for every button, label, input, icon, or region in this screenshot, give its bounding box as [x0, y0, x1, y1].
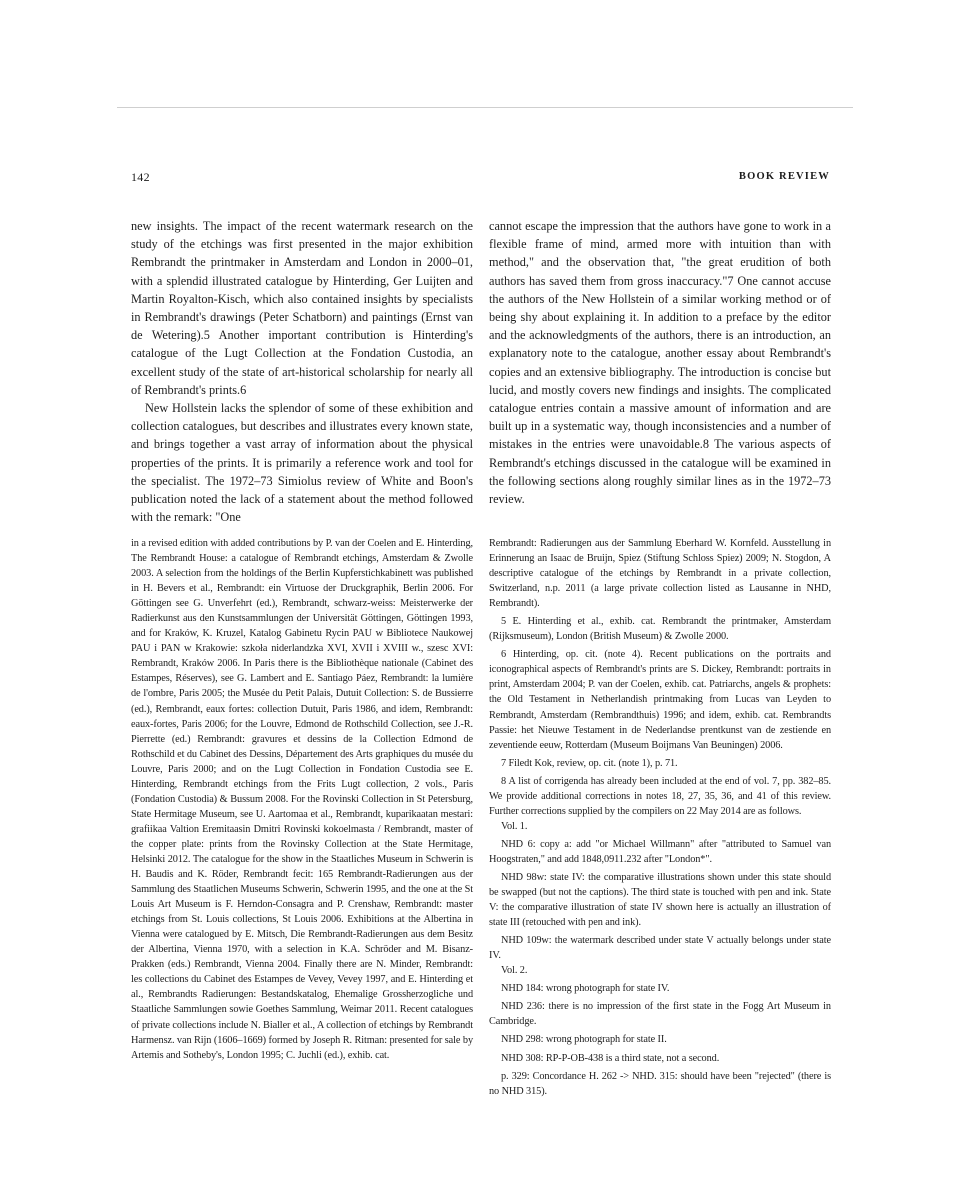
- corrigendum-item: NHD 98w: state IV: the comparative illustrations shown under this state should be swapped (but not the captions). The third state is touched with pen and ink. State V: the comparative illustration of state IV shown here is actually an illustration of state III (retouched with pen and ink).: [489, 871, 831, 929]
- running-head: BOOK REVIEW: [738, 171, 830, 182]
- top-rule: [117, 107, 853, 108]
- body-paragraph: New Hollstein lacks the splendor of some of these exhibition and collection catalogues, but describes and illustrates every known state, and brings together a vast array of information about the physical properties of the prints. It is primarily a reference work and tool for the specialist. The 1972–73 Simiolus review of White and Boon's publication noted the lack of a statement about the method followed with the remark: "One: [131, 401, 473, 525]
- corrigendum-item: NHD 308: RP-P-OB-438 is a third state, not a second.: [501, 1052, 720, 1064]
- footnote-continuation: Rembrandt: Radierungen aus der Sammlung Eberhard W. Kornfeld. Ausstellung in Erinnerung an Isaac de Bruijn, Spiez (Stiftung Schloss Spiez) 2009; N. Stogdon, A descriptive catalogue of the etchings by Rembrandt in a private collection, Switzerland, n.p. 2011 (a large private collection listed as Lausanne in NHD, Rembrandt).: [489, 538, 831, 610]
- corrigendum-item: NHD 6: copy a: add "or Michael Willmann" after "attributed to Samuel van Hoogstraten," and add 1848,0911.232 after "London*".: [489, 838, 831, 865]
- footnote-7: 7 Filedt Kok, review, op. cit. (note 1), p. 71.: [501, 757, 678, 769]
- footnote-8: 8 A list of corrigenda has already been included at the end of vol. 7, pp. 382–85. We provide additional corrections in notes 18, 27, 35, 36, and 41 of this review. Further corrections supplied by the compilers on 22 May 2014 are as follows.: [489, 775, 831, 817]
- volume-heading: Vol. 2.: [501, 965, 528, 977]
- footnote-continuation: in a revised edition with added contributions by P. van der Coelen and E. Hinterding, The Rembrandt House: a catalogue of Rembrandt etchings, Amsterdam & Zwolle 2003. A selection from the holdings of the Berlin Kupferstichkabinett was published in H. Bevers et al., Rembrandt: ein Virtuose der Druckgraphik, Berlin 2006. For Göttingen see G. Unverfehrt (ed.), Rembrandt, schwarz-weiss: Meisterwerke der Radierkunst aus den Kunstsammlungen der Universität Göttingen, Göttingen 1993, and for Kraków, K. Kruzel, Katalog Gabinetu Rycin PAU w Bibliotece Naukowej PAU i PAN w Krakowie: szkoła niderlandzka XVI, XVII i XVIII w., szesc XVI: Rembrandt, Kraków 2006. In Paris there is the Bibliothèque nationale (Cabinet des Estampes, Réserves), see G. Lambert and E. Santiago Páez, Rembrandt: la lumière de l'ombre, Paris 2005; the Musée du Petit Palais, Dutuit Collection: S. de Bussierre (ed.), Rembrandt, eaux fortes: collection Dutuit, Paris 1986, and idem, Rembrandt: eaux-fortes, Paris 2006; for the Louvre, Edmond de Rothschild Collection, see J.-R. Pierrette (ed.) Rembrandt: gravures et dessins de la Collection Edmond de Rothschild et du Cabinet des Dessins, Département des Arts graphiques du musée du Louvre, Paris 2000; and on the Lugt Collection in Fondation Custodia see E. Hinterding, Rembrandt etchings from the Frits Lugt collection, 2 vols., Paris (Fondation Custodia) & Bussum 2008. For the Rovinski Collection in St Petersburg, State Hermitage Museum, see U. Aartomaa et al., Rembrandt, kuparikaatan mestari: grafiikaa Valtion Eremitaasin Dmitri Rovinski kokoelmasta / Rembrandt, master of the copper plate: prints from the Rovinsky Collection at the State Hermitage, Helsinki 2012. The catalogue for the show in the Staatliches Museum in Schwerin is H. Baudis and K. Röder, Rembrandt fecit: 165 Rembrandt-Radierungen aus der Sammlung des Staatlichen Museums Schwerin, Schwerin 1995, and the one at the St Louis Art Museum is F. Herndon-Consagra and P. Crenshaw, Rembrandt: master etchings from St. Louis collections, St Louis 2006. Exhibitions at the Albertina in Vienna were catalogued by E. Mitsch, Die Rembrandt-Radierungen aus dem Besitz der Albertina, Vienna 1970, with a selection in K.A. Schröder and M. Bisanz-Prakken (eds.) Rembrandt, Vienna 2004. Finally there are N. Minder, Rembrandt: les collections du Cabinet des Estampes de Vevey, Vevey 1997, and E. Hinterding et al., Rembrandts Radierungen: Bestandskatalog, Ehemalige Grossherzogliche und Staatliche Sammlungen sowie Goethes Sammlung, Weimar 2011. Recent catalogues of private collections include N. Bialler et al., A collection of etchings by Rembrandt Harmensz. van Rijn (1606–1669) formed by Joseph R. Ritman: presented for sale by Artemis and Sotheby's, London 1995; C. Juchli (ed.), exhib. cat.: [131, 538, 473, 1061]
- body-column-right: [489, 217, 831, 508]
- body-column-left: [131, 217, 473, 526]
- body-paragraph: new insights. The impact of the recent watermark research on the study of the etchings was first presented in the major exhibition Rembrandt the printmaker in Amsterdam and London in 2000–01, with a splendid illustrated catalogue by Hinterding, Ger Luijten and Martin Royalton-Kisch, which also contained insights by specialists in Rembrandt's drawings (Peter Schatborn) and paintings (Ernst van de Wetering).5 Another important contribution is Hinterding's catalogue of the Lugt Collection at the Fondation Custodia, an excellent study of the state of art-historical scholarship for nearly all of Rembrandt's prints.6: [131, 219, 473, 397]
- corrigendum-item: NHD 298: wrong photograph for state II.: [501, 1034, 667, 1046]
- footnotes-column-right: [489, 536, 831, 1099]
- footnote-6: 6 Hinterding, op. cit. (note 4). Recent publications on the portraits and iconographical aspects of Rembrandt's prints are S. Dickey, Rembrandt: portraits in print, Amsterdam 2004; P. van der Coelen, exhib. cat. Patriarchs, angels & prophets: the Old Testament in Netherlandish printmaking from Lucas van Leyden to Rembrandt, Amsterdam (Rembrandthuis) 1996; and idem, exhib. cat. Rembrandts Passie: het Nieuwe Testament in de Nederlandse prentkunst van de zestiende en zeventiende eeuw, Rotterdam (Museum Boijmans Van Beuningen) 2006.: [489, 649, 831, 751]
- corrigendum-item: NHD 184: wrong photograph for state IV.: [501, 983, 670, 995]
- footnote-5: 5 E. Hinterding et al., exhib. cat. Rembrandt the printmaker, Amsterdam (Rijksmuseum), London (British Museum) & Zwolle 2000.: [489, 616, 831, 643]
- corrigendum-item: NHD 236: there is no impression of the first state in the Fogg Art Museum in Cambridge.: [489, 1001, 831, 1028]
- volume-heading: Vol. 1.: [501, 820, 528, 832]
- footnotes-column-left: [131, 536, 473, 1063]
- body-paragraph: cannot escape the impression that the authors have gone to work in a flexible frame of mind, armed more with intuition than with method," and the observation that, "the great erudition of both authors has saved them from gross inaccuracy."7 One cannot accuse the authors of the New Hollstein of a similar working method or of being shy about explaining it. In addition to a preface by the editor and the acknowledgments of the authors, there is an introduction, an explanatory note to the catalogue, another essay about Rembrandt's copies and an extensive bibliography. The introduction is concise but lucid, and mostly covers new findings and insights. The complicated catalogue entries contain a massive amount of information and are built up in a systematic way, though inconsistencies and a number of mistakes in the entries were unavoidable.8 The various aspects of Rembrandt's etchings discussed in the catalogue will be examined in the following sections along roughly similar lines as in the 1972–73 review.: [489, 219, 831, 507]
- corrigendum-item: p. 329: Concordance H. 262 -> NHD. 315: should have been "rejected" (there is no NHD 315).: [489, 1070, 831, 1097]
- corrigendum-item: NHD 109w: the watermark described under state V actually belongs under state IV.: [489, 935, 831, 962]
- page-number: 142: [131, 170, 150, 184]
